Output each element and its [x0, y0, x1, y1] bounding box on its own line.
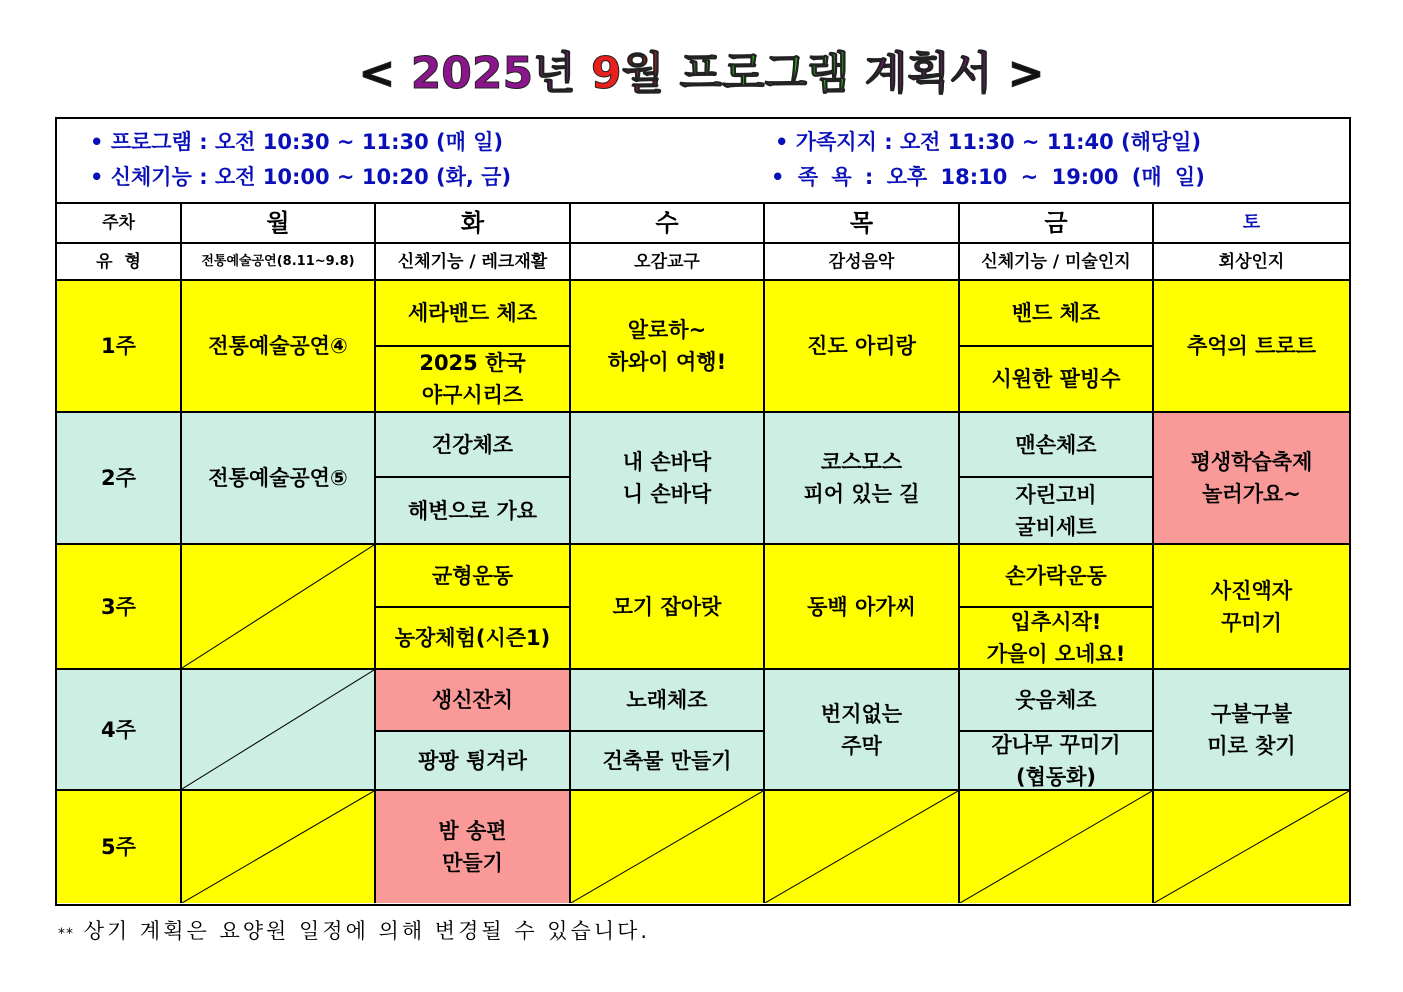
- title-program: 프로그램: [679, 48, 850, 99]
- week-2-fri-bottom: 자린고비 굴비세트: [960, 478, 1154, 545]
- diagonal-slash: [571, 791, 763, 903]
- week-2-thu: 코스모스 피어 있는 길: [765, 413, 960, 545]
- week-1-tue-top: 세라밴드 체조: [376, 281, 571, 347]
- week-3-sat: 사진액자 꾸미기: [1154, 545, 1349, 670]
- week-3-thu: 동백 아가씨: [765, 545, 960, 670]
- week-2-mon: 전통예술공연⑤: [182, 413, 376, 545]
- week-3-label: 3주: [57, 545, 182, 670]
- type-tue: 신체기능 / 레크재활: [376, 244, 571, 281]
- week-1-fri-bottom: 시원한 팥빙수: [960, 347, 1154, 413]
- type-fri: 신체기능 / 미술인지: [960, 244, 1154, 281]
- week-5-fri-empty: [960, 791, 1154, 903]
- info-physical-time: • 신체기능 : 오전 10:00 ~ 10:20 (화, 금): [90, 165, 512, 189]
- week-4-mon-empty: [182, 670, 376, 791]
- week-1-fri-top: 밴드 체조: [960, 281, 1154, 347]
- week-3-mon-empty: [182, 545, 376, 670]
- header-thu: 목: [765, 204, 960, 244]
- footer-mark: **: [58, 926, 74, 942]
- week-1-tue-bottom: 2025 한국 야구시리즈: [376, 347, 571, 413]
- week-3-tue-bottom: 농장체험(시즌1): [376, 608, 571, 670]
- diagonal-slash: [182, 545, 374, 668]
- week-4-wed-top: 노래체조: [571, 670, 765, 732]
- week-5-label: 5주: [57, 791, 182, 903]
- type-sat: 회상인지: [1154, 244, 1349, 281]
- week-3-wed: 모기 잡아랏: [571, 545, 765, 670]
- week-1-label: 1주: [57, 281, 182, 413]
- title-bracket-left: <: [358, 48, 396, 99]
- info-box: [57, 119, 1349, 204]
- week-4-tue-bottom: 팡팡 튕겨라: [376, 732, 571, 791]
- week-2-sat: 평생학습축제 놀러가요~: [1154, 413, 1349, 545]
- week-5-mon-empty: [182, 791, 376, 903]
- schedule-frame: [55, 117, 1351, 906]
- week-4-thu: 번지없는 주막: [765, 670, 960, 791]
- week-2-tue-top: 건강체조: [376, 413, 571, 478]
- week-2-fri-top: 맨손체조: [960, 413, 1154, 478]
- week-5-sat-empty: [1154, 791, 1349, 903]
- footer-text: 상기 계획은 요양원 일정에 의해 변경될 수 있습니다.: [83, 919, 651, 943]
- week-1-thu: 진도 아리랑: [765, 281, 960, 413]
- week-1-wed: 알로하~ 하와이 여행!: [571, 281, 765, 413]
- week-4-sat: 구불구불 미로 찾기: [1154, 670, 1349, 791]
- diagonal-slash: [182, 670, 374, 789]
- week-3-fri-top: 손가락운동: [960, 545, 1154, 608]
- type-wed: 오감교구: [571, 244, 765, 281]
- week-4-fri-top: 웃음체조: [960, 670, 1154, 732]
- week-1-mon: 전통예술공연④: [182, 281, 376, 413]
- week-3-fri-bottom: 입추시작! 가을이 오네요!: [960, 608, 1154, 670]
- title-plan: 계획서: [864, 48, 993, 99]
- week-3-tue-top: 균형운동: [376, 545, 571, 608]
- header-wed: 수: [571, 204, 765, 244]
- header-sat: 토: [1154, 204, 1349, 244]
- week-4-wed-bottom: 건축물 만들기: [571, 732, 765, 791]
- header-fri: 금: [960, 204, 1154, 244]
- diagonal-slash: [960, 791, 1152, 903]
- week-4-tue-top: 생신잔치: [376, 670, 571, 732]
- diagonal-slash: [182, 791, 374, 903]
- week-5-tue: 밤 송편 만들기: [376, 791, 571, 903]
- type-mon: 전통예술공연(8.11~9.8): [182, 244, 376, 281]
- week-1-sat: 추억의 트로트: [1154, 281, 1349, 413]
- info-footbath-time: • 족 욕 : 오후 18:10 ~ 19:00 (매 일): [771, 165, 1205, 189]
- type-label: 유 형: [57, 244, 182, 281]
- title-month: 9월: [590, 48, 665, 99]
- header-mon: 월: [182, 204, 376, 244]
- type-thu: 감성음악: [765, 244, 960, 281]
- header-tue: 화: [376, 204, 571, 244]
- footer-note: [58, 915, 650, 945]
- title-bracket-right: >: [1007, 48, 1045, 99]
- info-family-time: • 가족지지 : 오전 11:30 ~ 11:40 (해당일): [775, 130, 1202, 154]
- diagonal-slash: [765, 791, 958, 903]
- week-5-thu-empty: [765, 791, 960, 903]
- page-title: [0, 46, 1403, 102]
- week-4-label: 4주: [57, 670, 182, 791]
- info-program-time: • 프로그램 : 오전 10:30 ~ 11:30 (매 일): [90, 130, 504, 154]
- schedule-table: [57, 204, 1349, 904]
- week-5-wed-empty: [571, 791, 765, 903]
- week-4-fri-bottom: 감나무 꾸미기 (협동화): [960, 732, 1154, 791]
- header-week: 주차: [57, 204, 182, 244]
- title-year: 2025년: [410, 48, 576, 99]
- week-2-wed: 내 손바닥 니 손바닥: [571, 413, 765, 545]
- week-2-label: 2주: [57, 413, 182, 545]
- week-2-tue-bottom: 해변으로 가요: [376, 478, 571, 545]
- diagonal-slash: [1154, 791, 1349, 903]
